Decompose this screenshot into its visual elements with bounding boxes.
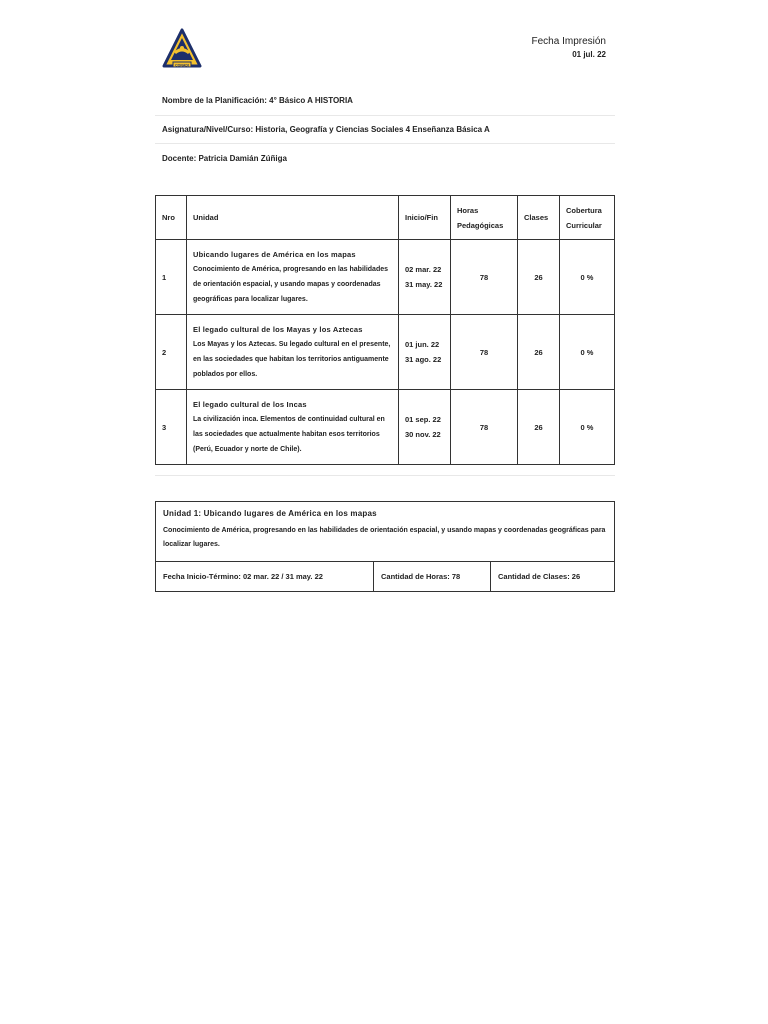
- col-horas-line1: Horas: [457, 205, 479, 215]
- print-date-value: 01 jul. 22: [572, 50, 606, 59]
- school-logo: [162, 28, 202, 70]
- divider: [155, 143, 615, 144]
- row-cobertura: 0 %: [560, 390, 615, 465]
- col-cobertura: [560, 196, 615, 240]
- table-header-row: [156, 196, 615, 240]
- col-inicio-fin: Inicio/Fin: [399, 196, 451, 240]
- row-horas: 78: [451, 315, 518, 390]
- row-dates: [399, 390, 451, 465]
- divider: [155, 475, 615, 476]
- svg-text:CONADI: CONADI: [175, 63, 189, 68]
- unit-title: El legado cultural de los Mayas y los Aztecas: [193, 325, 363, 334]
- unit-detail-classes: Cantidad de Clases: 26: [498, 572, 581, 581]
- table-row: [156, 240, 615, 315]
- unit-description: Conocimiento de América, progresando en las habilidades de orientación espacial, y usando mapas y coordenadas geográficas para localizar lugares.: [193, 266, 389, 303]
- unit-detail-stats: [156, 562, 614, 591]
- print-date-label: Fecha Impresión: [531, 36, 606, 47]
- unit-detail-description: Conocimiento de América, progresando en las habilidades de orientación espacial, y usando mapas y coordenadas geográficas para localizar lugares.: [163, 527, 606, 548]
- row-clases: 26: [518, 315, 560, 390]
- unit-detail-hours: Cantidad de Horas: 78: [374, 562, 491, 591]
- asignatura-info: Asignatura/Nivel/Curso: Historia, Geografía y Ciencias Sociales 4 Enseñanza Básica A: [162, 125, 490, 134]
- end-date: 31 may. 22: [405, 280, 443, 289]
- start-date: 01 sep. 22: [405, 415, 441, 424]
- unit-title: Ubicando lugares de América en los mapas: [193, 250, 356, 259]
- row-horas: 78: [451, 240, 518, 315]
- row-clases: 26: [518, 240, 560, 315]
- start-date: 02 mar. 22: [405, 265, 442, 274]
- row-unidad: [187, 315, 399, 390]
- col-clases: Clases: [518, 196, 560, 240]
- divider: [155, 115, 615, 116]
- row-cobertura: 0 %: [560, 240, 615, 315]
- row-unidad: [187, 390, 399, 465]
- table-row: [156, 315, 615, 390]
- col-nro: Nro: [156, 196, 187, 240]
- unit-description: La civilización inca. Elementos de continuidad cultural en las sociedades que actualmente habitan esos territorios (Perú, Ecuador y norte de Chile).: [193, 416, 385, 453]
- unit-detail-dates: Fecha Inicio-Término: 02 mar. 22 / 31 may. 22: [156, 562, 374, 591]
- units-table: [155, 195, 615, 465]
- planificacion-name: Nombre de la Planificación: 4° Básico A HISTORIA: [162, 96, 353, 105]
- end-date: 31 ago. 22: [405, 355, 442, 364]
- start-date: 01 jun. 22: [405, 340, 440, 349]
- unit-detail-box: [155, 501, 615, 592]
- row-nro: 1: [156, 240, 187, 315]
- table-row: [156, 390, 615, 465]
- row-clases: 26: [518, 390, 560, 465]
- col-cobertura-line1: Cobertura: [566, 205, 602, 215]
- col-horas-line2: Pedagógicas: [457, 220, 504, 230]
- unit-detail-title: Unidad 1: Ubicando lugares de América en los mapas: [163, 509, 377, 518]
- col-horas: [451, 196, 518, 240]
- unit-detail-header: [156, 502, 614, 562]
- row-dates: [399, 315, 451, 390]
- docente-info: Docente: Patricia Damián Zúñiga: [162, 154, 287, 163]
- col-cobertura-line2: Curricular: [566, 220, 602, 230]
- row-dates: [399, 240, 451, 315]
- row-cobertura: 0 %: [560, 315, 615, 390]
- end-date: 30 nov. 22: [405, 430, 441, 439]
- col-unidad: Unidad: [187, 196, 399, 240]
- row-horas: 78: [451, 390, 518, 465]
- row-nro: 3: [156, 390, 187, 465]
- unit-title: El legado cultural de los Incas: [193, 400, 307, 409]
- row-unidad: [187, 240, 399, 315]
- row-nro: 2: [156, 315, 187, 390]
- unit-description: Los Mayas y los Aztecas. Su legado cultural en el presente, en las sociedades que habitan los territorios antiguamente poblados por ellos.: [193, 341, 391, 378]
